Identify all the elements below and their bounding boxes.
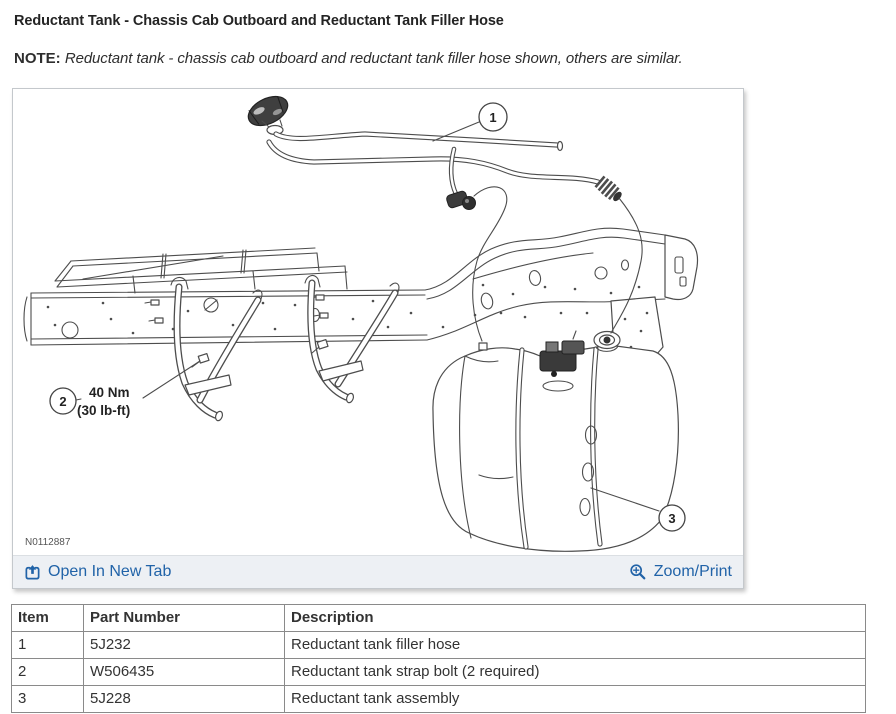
note-text: Reductant tank - chassis cab outboard and reductant tank filler hose shown, others are similar.: [64, 50, 683, 67]
torque-value: 40 Nm: [89, 385, 130, 400]
figure-panel: [12, 88, 744, 589]
page-title: Reductant Tank - Chassis Cab Outboard and Reductant Tank Filler Hose: [14, 13, 504, 29]
callout-2: [50, 361, 200, 418]
cell-item: 2: [12, 659, 84, 686]
callout-1-number: 1: [489, 110, 497, 125]
open-in-new-tab-icon: [24, 564, 41, 581]
callout-1: [433, 103, 507, 141]
open-in-new-tab-label: Open In New Tab: [48, 563, 172, 580]
cell-description: Reductant tank strap bolt (2 required): [285, 659, 866, 686]
col-header-part-number: Part Number: [84, 605, 285, 632]
cell-description: Reductant tank filler hose: [285, 632, 866, 659]
cell-item: 1: [12, 632, 84, 659]
tank-strap-front-illustration: [171, 278, 262, 422]
note: [14, 50, 882, 68]
col-header-description: Description: [285, 605, 866, 632]
col-header-item: Item: [12, 605, 84, 632]
note-label: NOTE:: [14, 50, 61, 67]
callout-2-number: 2: [59, 394, 67, 409]
table-row: [12, 632, 866, 659]
parts-table: [11, 604, 866, 713]
parts-table-header-row: [12, 605, 866, 632]
callout-3-number: 3: [668, 511, 676, 526]
cell-description: Reductant tank assembly: [285, 686, 866, 713]
table-row: [12, 686, 866, 713]
cell-item: 3: [12, 686, 84, 713]
zoom-icon: [629, 563, 647, 581]
figure-toolbar: [13, 555, 743, 588]
filler-hose-illustration: [244, 91, 643, 341]
reductant-tank-illustration: [433, 331, 678, 551]
tank-vent-fitting: [479, 343, 487, 350]
torque-value-alt: (30 lb-ft): [77, 403, 131, 418]
figure-number: N0112887: [25, 537, 71, 548]
cell-part-number: 5J232: [84, 632, 285, 659]
elbow-fitting: [446, 190, 476, 209]
table-row: [12, 659, 866, 686]
cell-part-number: 5J228: [84, 686, 285, 713]
zoom-print-link[interactable]: [629, 563, 732, 581]
diagram-canvas: [13, 89, 743, 555]
filler-cap: [244, 91, 293, 132]
strap-upper-bolts: [145, 295, 328, 323]
cell-part-number: W506435: [84, 659, 285, 686]
parts-diagram: [13, 89, 743, 555]
open-in-new-tab-link[interactable]: [24, 563, 171, 581]
zoom-print-label: Zoom/Print: [653, 563, 732, 580]
